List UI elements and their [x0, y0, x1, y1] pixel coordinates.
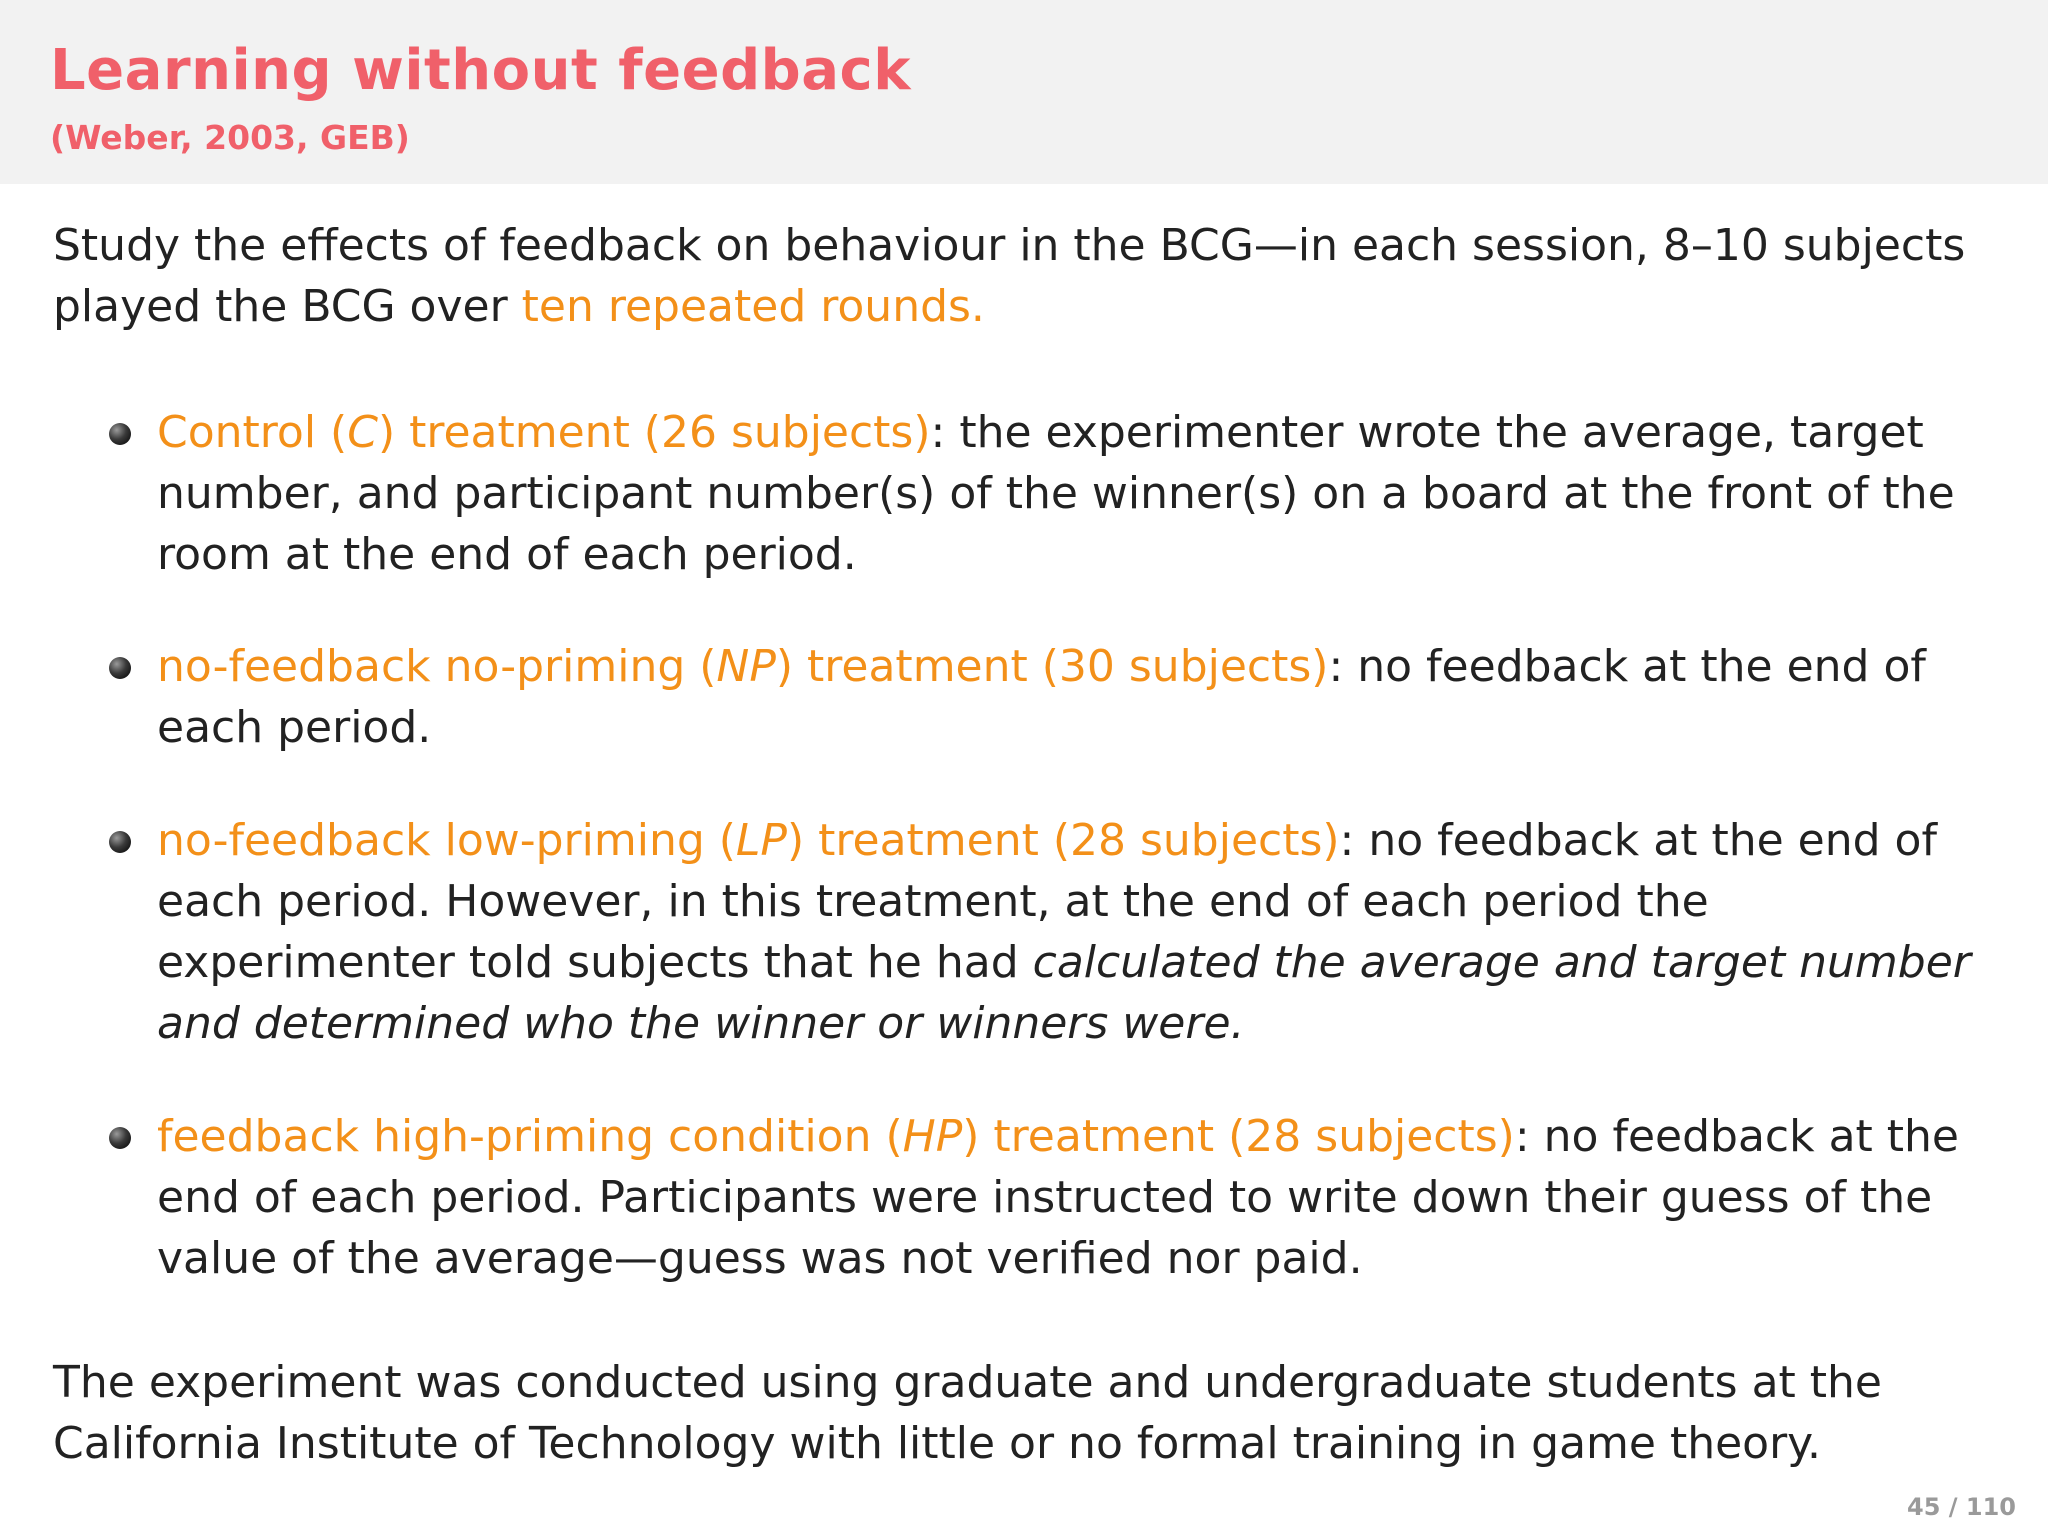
slide-subtitle: (Weber, 2003, GEB)	[50, 118, 410, 157]
treatment-item-hp: feedback high-priming condition (HP) treatment (28 subjects): no feedback at the end of each period. Participants were instructed to write down their guess of the value of the average—guess was not verified nor paid.	[157, 1106, 2007, 1289]
treatment-description: no feedback at the end of each period. Participants were instructed to write down their guess of the value of the average—guess was not verified nor paid.	[157, 1111, 1959, 1284]
treatment-description: no feedback at the end of each period. However, in this treatment, at the end of each period the experimenter told subjects that he had	[157, 815, 1937, 988]
treatment-abbr: HP	[902, 1111, 963, 1162]
slide-title: Learning without feedback	[50, 38, 911, 103]
bullet-icon	[109, 1127, 131, 1149]
intro-paragraph	[53, 215, 2013, 337]
bullet-icon	[109, 831, 131, 853]
treatment-abbr: LP	[735, 815, 787, 866]
treatment-label: no-feedback no-priming (NP) treatment (30 subjects)	[157, 641, 1329, 692]
treatment-item-np: no-feedback no-priming (NP) treatment (30 subjects): no feedback at the end of each period.	[157, 636, 2007, 758]
treatment-abbr: NP	[716, 641, 776, 692]
intro-highlight: ten repeated rounds.	[521, 281, 985, 332]
slide-header	[0, 0, 2048, 184]
treatment-label: Control (C) treatment (26 subjects)	[157, 407, 931, 458]
treatment-italic-description: calculated the average and target number and determined who the winner or winners were.	[157, 937, 1971, 1049]
treatment-label: no-feedback low-priming (LP) treatment (28 subjects)	[157, 815, 1340, 866]
treatment-abbr: C	[347, 407, 378, 458]
closing-paragraph: The experiment was conducted using graduate and undergraduate students at the California Institute of Technology with little or no formal training in game theory.	[53, 1357, 1882, 1469]
treatment-item-lp: no-feedback low-priming (LP) treatment (28 subjects): no feedback at the end of each period. However, in this treatment, at the end of each period the experimenter told subjects that he had calculated the average and target number and determined who the winner or winners were.	[157, 810, 2007, 1054]
treatment-description: the experimenter wrote the average, target number, and participant number(s) of the winner(s) on a board at the front of the room at the end of each period.	[157, 407, 1955, 580]
treatment-description: no feedback at the end of each period.	[157, 641, 1926, 753]
treatment-label: feedback high-priming condition (HP) treatment (28 subjects)	[157, 1111, 1515, 1162]
page-number: 45 / 110	[1907, 1493, 2016, 1521]
intro-text: Study the effects of feedback on behaviour in the BCG—in each session, 8–10 subjects played the BCG over	[53, 220, 1966, 332]
treatment-item-control: Control (C) treatment (26 subjects): the experimenter wrote the average, target number, and participant number(s) of the winner(s) on a board at the front of the room at the end of each period.	[157, 402, 2007, 585]
bullet-icon	[109, 657, 131, 679]
bullet-icon	[109, 423, 131, 445]
